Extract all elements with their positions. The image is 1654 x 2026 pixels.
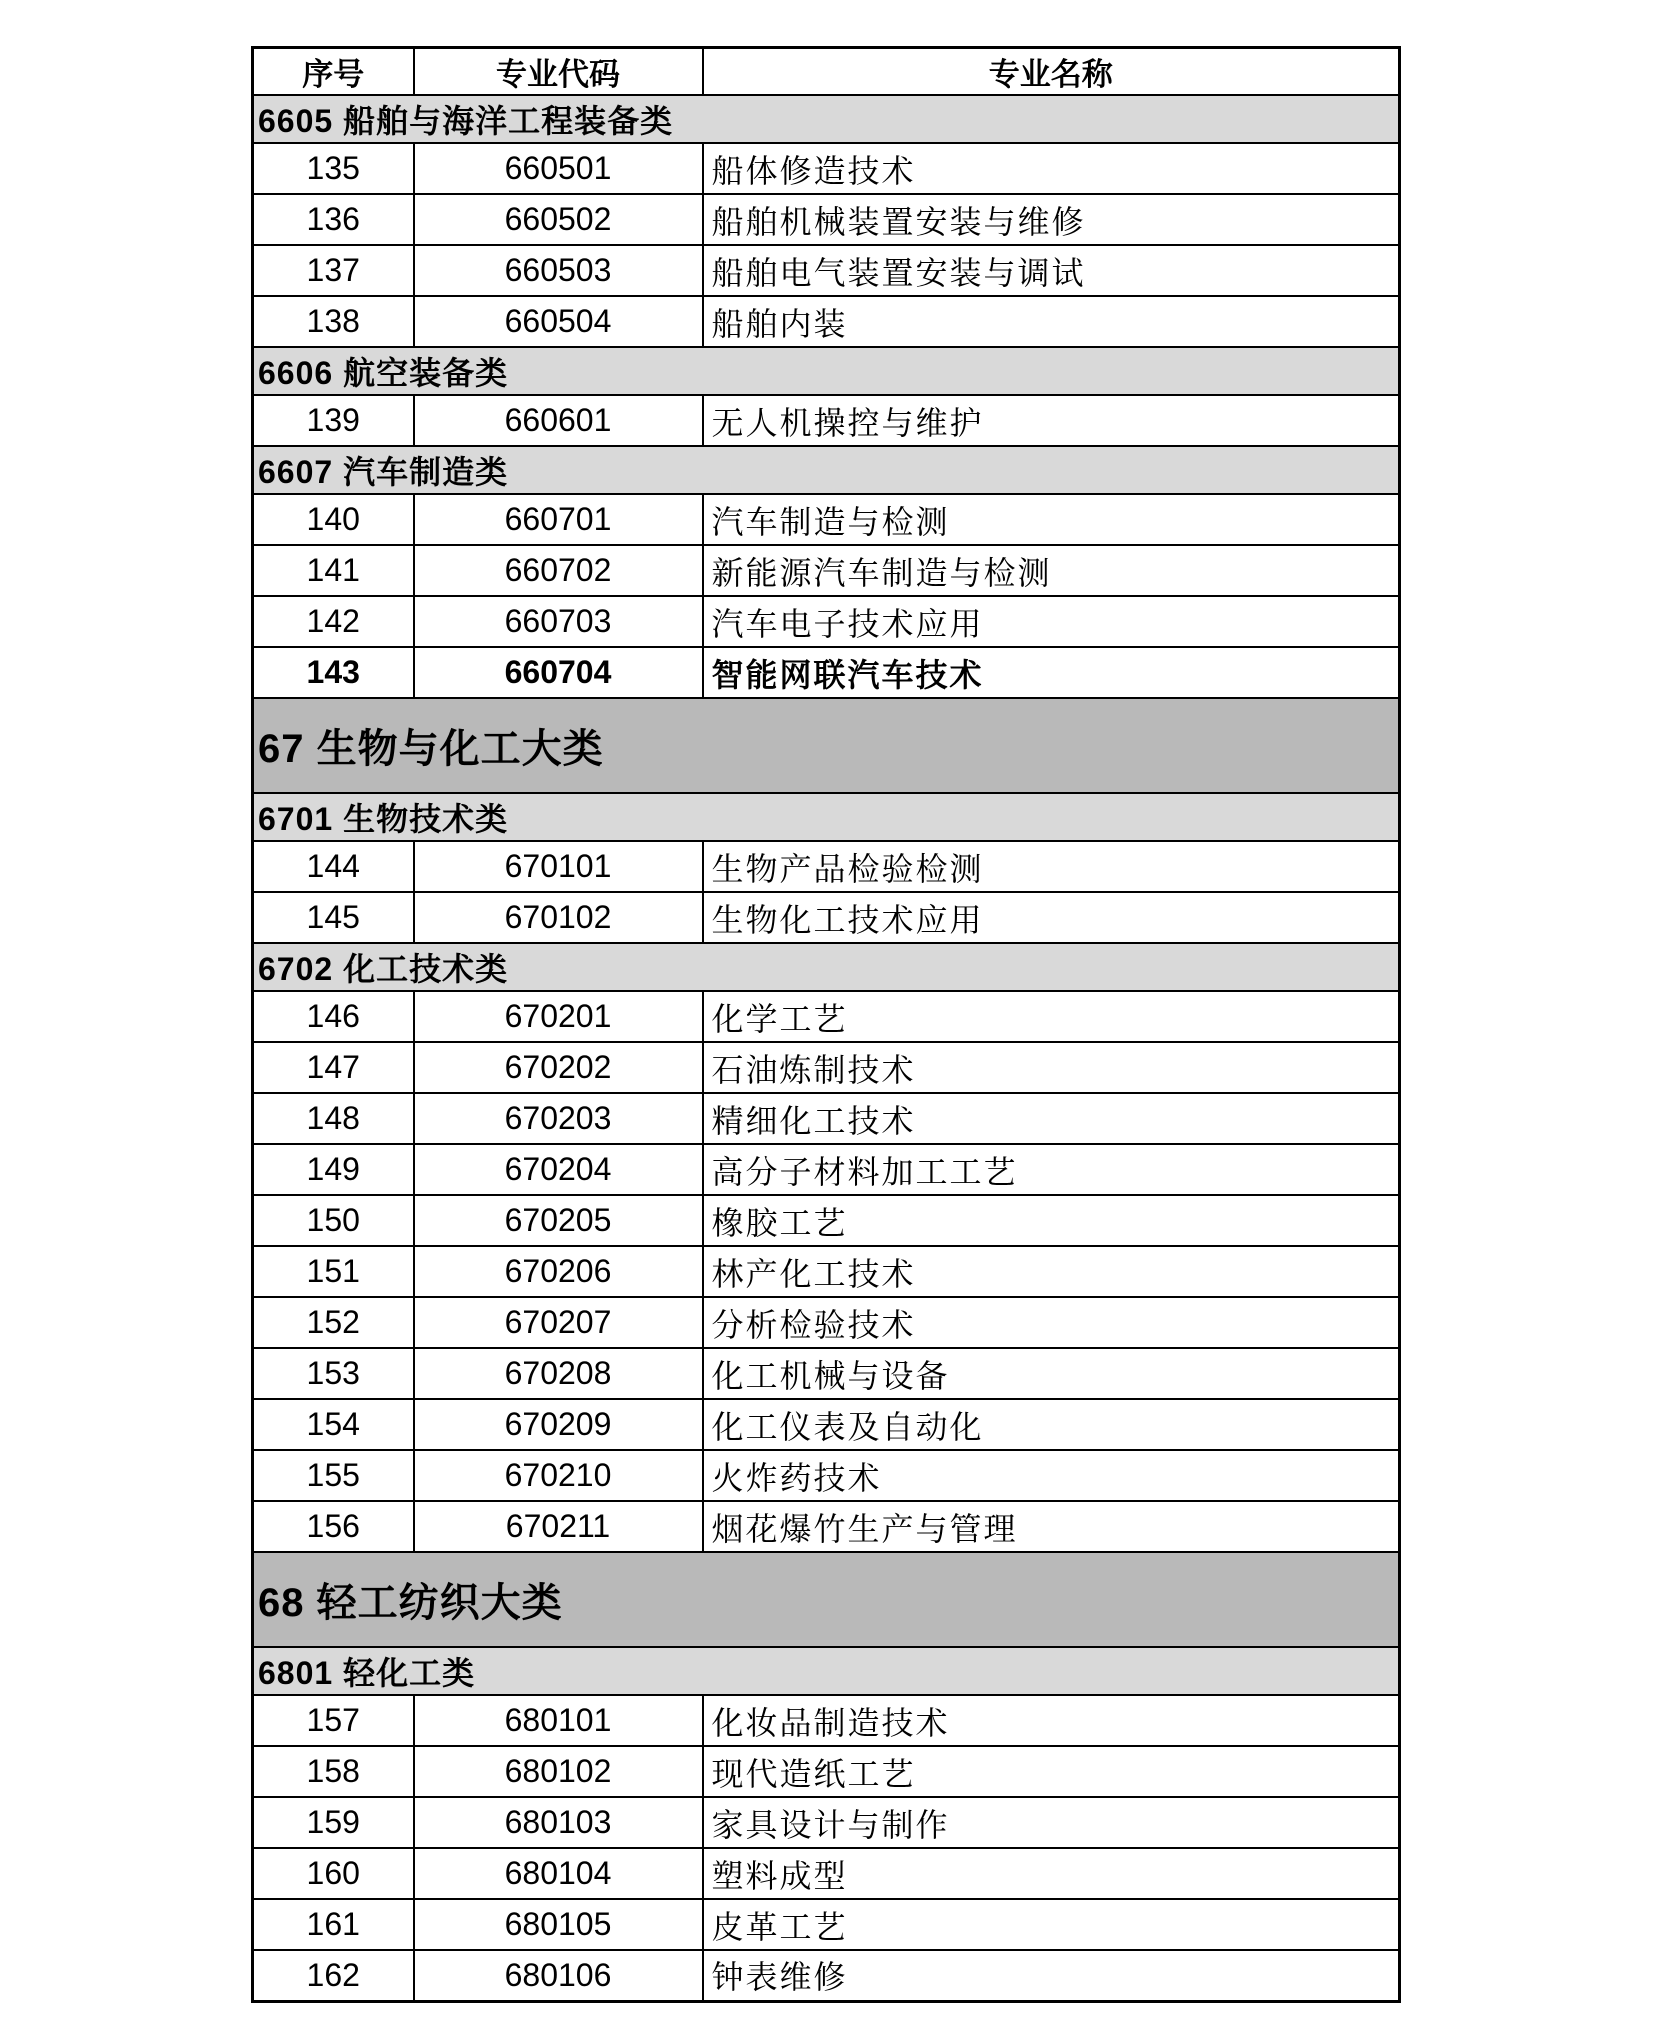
- row-code-cell: 660503: [414, 245, 703, 296]
- category-header-cell: 67 生物与化工大类: [253, 698, 1400, 793]
- table-row: [253, 1695, 1400, 1746]
- row-seq-cell: 144: [253, 841, 414, 892]
- row-seq-cell: 157: [253, 1695, 414, 1746]
- table-header-row: [253, 48, 1400, 96]
- row-seq-cell: 141: [253, 545, 414, 596]
- row-code-cell: 660504: [414, 296, 703, 347]
- row-name-cell: 现代造纸工艺: [703, 1746, 1400, 1797]
- table-row: [253, 841, 1400, 892]
- row-code-cell: 660501: [414, 143, 703, 194]
- row-code-cell: 660704: [414, 647, 703, 698]
- table-row: [253, 1297, 1400, 1348]
- row-name-cell: 火炸药技术: [703, 1450, 1400, 1501]
- majors-table-body: [253, 95, 1400, 2001]
- row-seq-cell: 156: [253, 1501, 414, 1552]
- row-name-cell: 船舶电气装置安装与调试: [703, 245, 1400, 296]
- row-name-cell: 化妆品制造技术: [703, 1695, 1400, 1746]
- table-row: [253, 1746, 1400, 1797]
- section-header-cell: 6801 轻化工类: [253, 1647, 1400, 1695]
- row-code-cell: 680102: [414, 1746, 703, 1797]
- document-page: [251, 46, 1401, 2003]
- row-name-cell: 橡胶工艺: [703, 1195, 1400, 1246]
- row-code-cell: 680106: [414, 1950, 703, 2001]
- row-seq-cell: 149: [253, 1144, 414, 1195]
- row-seq-cell: 146: [253, 991, 414, 1042]
- row-seq-cell: 153: [253, 1348, 414, 1399]
- row-name-cell: 皮革工艺: [703, 1899, 1400, 1950]
- row-name-cell: 船舶机械装置安装与维修: [703, 194, 1400, 245]
- table-row: [253, 596, 1400, 647]
- row-seq-cell: 143: [253, 647, 414, 698]
- table-row: [253, 1450, 1400, 1501]
- row-code-cell: 670101: [414, 841, 703, 892]
- row-code-cell: 670203: [414, 1093, 703, 1144]
- table-row: [253, 1399, 1400, 1450]
- row-name-cell: 石油炼制技术: [703, 1042, 1400, 1093]
- row-code-cell: 670209: [414, 1399, 703, 1450]
- table-row: [253, 296, 1400, 347]
- row-name-cell: 高分子材料加工工艺: [703, 1144, 1400, 1195]
- table-row: [253, 1848, 1400, 1899]
- section-header-row: [253, 446, 1400, 494]
- table-row: [253, 1950, 1400, 2001]
- row-seq-cell: 160: [253, 1848, 414, 1899]
- row-code-cell: 670202: [414, 1042, 703, 1093]
- row-code-cell: 670208: [414, 1348, 703, 1399]
- table-row: [253, 1246, 1400, 1297]
- row-code-cell: 670210: [414, 1450, 703, 1501]
- table-row: [253, 892, 1400, 943]
- row-seq-cell: 150: [253, 1195, 414, 1246]
- row-seq-cell: 155: [253, 1450, 414, 1501]
- row-seq-cell: 136: [253, 194, 414, 245]
- row-name-cell: 船体修造技术: [703, 143, 1400, 194]
- col-header-name: 专业名称: [703, 48, 1400, 96]
- category-header-row: [253, 698, 1400, 793]
- table-row: [253, 143, 1400, 194]
- row-name-cell: 新能源汽车制造与检测: [703, 545, 1400, 596]
- table-row: [253, 194, 1400, 245]
- row-name-cell: 化学工艺: [703, 991, 1400, 1042]
- row-name-cell: 生物化工技术应用: [703, 892, 1400, 943]
- row-seq-cell: 161: [253, 1899, 414, 1950]
- row-seq-cell: 148: [253, 1093, 414, 1144]
- row-code-cell: 680101: [414, 1695, 703, 1746]
- section-header-row: [253, 943, 1400, 991]
- row-name-cell: 生物产品检验检测: [703, 841, 1400, 892]
- section-header-cell: 6702 化工技术类: [253, 943, 1400, 991]
- section-header-cell: 6606 航空装备类: [253, 347, 1400, 395]
- row-name-cell: 无人机操控与维护: [703, 395, 1400, 446]
- table-row: [253, 1899, 1400, 1950]
- row-seq-cell: 139: [253, 395, 414, 446]
- row-seq-cell: 138: [253, 296, 414, 347]
- table-row: [253, 1348, 1400, 1399]
- row-code-cell: 660702: [414, 545, 703, 596]
- majors-table: [251, 46, 1401, 2003]
- table-row: [253, 1501, 1400, 1552]
- row-seq-cell: 154: [253, 1399, 414, 1450]
- row-name-cell: 林产化工技术: [703, 1246, 1400, 1297]
- category-header-cell: 68 轻工纺织大类: [253, 1552, 1400, 1647]
- row-code-cell: 670201: [414, 991, 703, 1042]
- row-code-cell: 680105: [414, 1899, 703, 1950]
- row-seq-cell: 137: [253, 245, 414, 296]
- row-code-cell: 670102: [414, 892, 703, 943]
- section-header-cell: 6701 生物技术类: [253, 793, 1400, 841]
- table-row: [253, 1144, 1400, 1195]
- row-seq-cell: 162: [253, 1950, 414, 2001]
- section-header-row: [253, 793, 1400, 841]
- table-row: [253, 545, 1400, 596]
- row-name-cell: 化工仪表及自动化: [703, 1399, 1400, 1450]
- row-name-cell: 汽车制造与检测: [703, 494, 1400, 545]
- row-seq-cell: 140: [253, 494, 414, 545]
- section-header-row: [253, 347, 1400, 395]
- row-name-cell: 分析检验技术: [703, 1297, 1400, 1348]
- category-header-row: [253, 1552, 1400, 1647]
- row-code-cell: 660502: [414, 194, 703, 245]
- row-seq-cell: 152: [253, 1297, 414, 1348]
- row-code-cell: 670211: [414, 1501, 703, 1552]
- row-name-cell: 钟表维修: [703, 1950, 1400, 2001]
- row-seq-cell: 151: [253, 1246, 414, 1297]
- row-code-cell: 670207: [414, 1297, 703, 1348]
- row-code-cell: 660703: [414, 596, 703, 647]
- row-seq-cell: 142: [253, 596, 414, 647]
- table-row: [253, 647, 1400, 698]
- row-name-cell: 汽车电子技术应用: [703, 596, 1400, 647]
- row-seq-cell: 159: [253, 1797, 414, 1848]
- table-row: [253, 991, 1400, 1042]
- col-header-seq: 序号: [253, 48, 414, 96]
- section-header-cell: 6605 船舶与海洋工程装备类: [253, 95, 1400, 143]
- table-row: [253, 1797, 1400, 1848]
- row-name-cell: 化工机械与设备: [703, 1348, 1400, 1399]
- table-row: [253, 1195, 1400, 1246]
- table-row: [253, 1042, 1400, 1093]
- row-code-cell: 660701: [414, 494, 703, 545]
- table-row: [253, 494, 1400, 545]
- row-code-cell: 670205: [414, 1195, 703, 1246]
- row-code-cell: 670204: [414, 1144, 703, 1195]
- table-row: [253, 395, 1400, 446]
- section-header-row: [253, 1647, 1400, 1695]
- row-code-cell: 680103: [414, 1797, 703, 1848]
- row-name-cell: 船舶内装: [703, 296, 1400, 347]
- row-name-cell: 智能网联汽车技术: [703, 647, 1400, 698]
- row-code-cell: 680104: [414, 1848, 703, 1899]
- row-seq-cell: 147: [253, 1042, 414, 1093]
- row-code-cell: 660601: [414, 395, 703, 446]
- col-header-code: 专业代码: [414, 48, 703, 96]
- row-code-cell: 670206: [414, 1246, 703, 1297]
- table-row: [253, 1093, 1400, 1144]
- table-row: [253, 245, 1400, 296]
- row-seq-cell: 135: [253, 143, 414, 194]
- section-header-cell: 6607 汽车制造类: [253, 446, 1400, 494]
- row-seq-cell: 158: [253, 1746, 414, 1797]
- row-name-cell: 烟花爆竹生产与管理: [703, 1501, 1400, 1552]
- section-header-row: [253, 95, 1400, 143]
- row-name-cell: 家具设计与制作: [703, 1797, 1400, 1848]
- row-name-cell: 塑料成型: [703, 1848, 1400, 1899]
- row-name-cell: 精细化工技术: [703, 1093, 1400, 1144]
- row-seq-cell: 145: [253, 892, 414, 943]
